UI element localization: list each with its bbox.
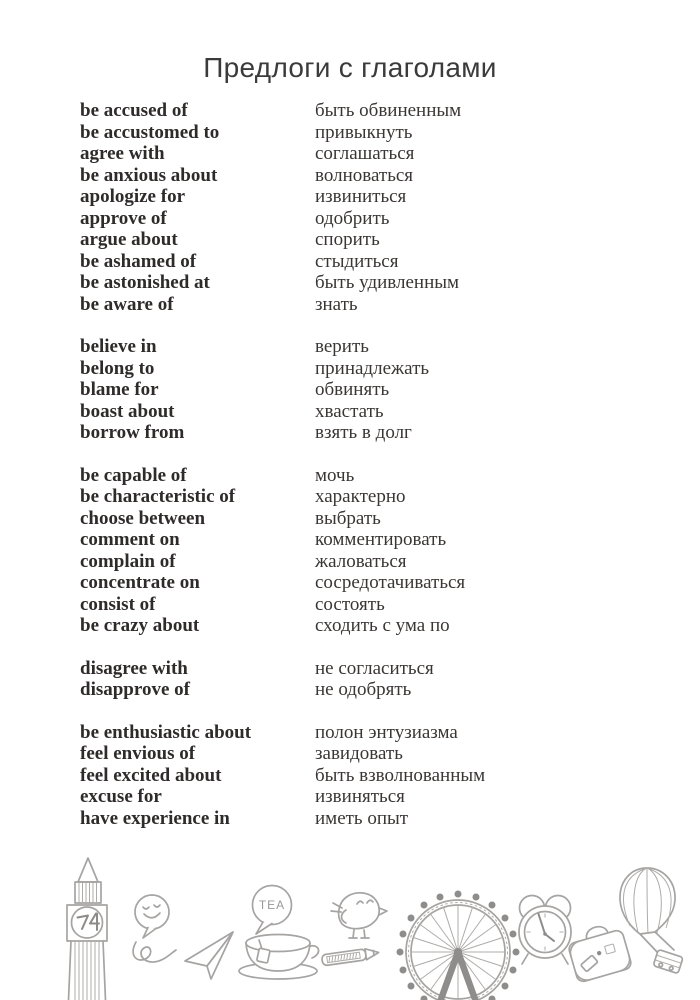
russian-translation: принадлежать bbox=[315, 357, 430, 379]
suitcase-doodle bbox=[565, 920, 632, 983]
english-phrase: have experience in bbox=[80, 807, 230, 829]
word-row bbox=[80, 294, 640, 316]
russian-translation: не одобрять bbox=[315, 679, 412, 700]
english-phrase: be astonished at bbox=[80, 272, 210, 293]
english-phrase: excuse for bbox=[80, 786, 162, 807]
word-row bbox=[80, 186, 640, 208]
word-list bbox=[80, 100, 640, 850]
english-phrase: believe in bbox=[80, 336, 157, 357]
english-phrase: consist of bbox=[80, 593, 156, 615]
footer-doodles bbox=[0, 850, 700, 1000]
russian-translation: быть обвиненным bbox=[315, 100, 462, 121]
russian-translation: хвастать bbox=[315, 400, 384, 422]
word-row bbox=[80, 165, 640, 187]
word-row bbox=[80, 722, 640, 744]
tea-bubble-label: TEA bbox=[258, 898, 286, 912]
word-row bbox=[80, 551, 640, 573]
english-phrase: complain of bbox=[80, 550, 176, 572]
russian-translation: состоять bbox=[315, 593, 385, 615]
russian-translation: верить bbox=[315, 336, 369, 357]
russian-translation: не согласиться bbox=[315, 657, 434, 679]
english-phrase: be characteristic of bbox=[80, 486, 236, 507]
english-phrase: comment on bbox=[80, 529, 180, 550]
big-ben-doodle bbox=[67, 858, 107, 1000]
page-title: Предлоги с глаголами bbox=[203, 52, 497, 83]
english-phrase: be accused of bbox=[80, 100, 188, 121]
alarm-clock-doodle bbox=[519, 896, 571, 965]
word-row bbox=[80, 251, 640, 273]
english-phrase: argue about bbox=[80, 229, 178, 250]
word-row bbox=[80, 208, 640, 230]
english-phrase: be crazy about bbox=[80, 615, 200, 636]
smiley-speech-bubble-doodle bbox=[135, 895, 169, 938]
russian-translation: характерно bbox=[315, 486, 406, 507]
word-section bbox=[80, 336, 640, 444]
russian-translation: спорить bbox=[315, 229, 380, 250]
word-row bbox=[80, 272, 640, 294]
russian-translation: извиниться bbox=[315, 186, 407, 207]
english-phrase: blame for bbox=[80, 379, 159, 400]
english-phrase: be anxious about bbox=[80, 164, 218, 186]
word-row bbox=[80, 679, 640, 701]
word-row bbox=[80, 594, 640, 616]
english-phrase: feel excited about bbox=[80, 764, 222, 786]
word-row bbox=[80, 615, 640, 637]
english-phrase: be capable of bbox=[80, 464, 187, 486]
russian-translation: быть удивленным bbox=[315, 272, 460, 293]
russian-translation: жаловаться bbox=[315, 550, 407, 572]
russian-translation: завидовать bbox=[315, 743, 403, 764]
english-phrase: choose between bbox=[80, 507, 206, 529]
english-phrase: feel envious of bbox=[80, 743, 196, 764]
russian-translation: знать bbox=[315, 293, 358, 315]
squiggle-doodle bbox=[133, 942, 176, 962]
english-phrase: be ashamed of bbox=[80, 250, 197, 272]
word-row bbox=[80, 100, 640, 122]
word-section bbox=[80, 100, 640, 315]
russian-translation: мочь bbox=[315, 464, 355, 486]
word-row bbox=[80, 122, 640, 144]
english-phrase: be enthusiastic about bbox=[80, 721, 252, 743]
english-phrase: agree with bbox=[80, 143, 165, 164]
word-row bbox=[80, 529, 640, 551]
word-row bbox=[80, 743, 640, 765]
english-phrase: borrow from bbox=[80, 422, 185, 443]
word-section bbox=[80, 722, 640, 830]
word-row bbox=[80, 379, 640, 401]
russian-translation: комментировать bbox=[315, 529, 447, 550]
bird-doodle bbox=[331, 893, 387, 938]
word-row bbox=[80, 508, 640, 530]
word-row bbox=[80, 808, 640, 830]
english-phrase: apologize for bbox=[80, 186, 186, 207]
word-row bbox=[80, 465, 640, 487]
russian-translation: соглашаться bbox=[315, 143, 415, 164]
russian-translation: быть взволнованным bbox=[315, 764, 486, 786]
word-row bbox=[80, 401, 640, 423]
word-row bbox=[80, 422, 640, 444]
russian-translation: обвинять bbox=[315, 379, 390, 400]
english-phrase: approve of bbox=[80, 207, 167, 229]
word-section bbox=[80, 465, 640, 637]
word-row bbox=[80, 572, 640, 594]
word-row bbox=[80, 486, 640, 508]
word-row bbox=[80, 143, 640, 165]
russian-translation: иметь опыт bbox=[315, 807, 409, 829]
english-phrase: belong to bbox=[80, 357, 155, 379]
russian-translation: сходить с ума по bbox=[315, 615, 450, 636]
word-row bbox=[80, 229, 640, 251]
tea-cup-doodle bbox=[239, 886, 319, 980]
russian-translation: взять в долг bbox=[315, 422, 412, 443]
word-row bbox=[80, 786, 640, 808]
russian-translation: сосредотачиваться bbox=[315, 572, 466, 593]
english-phrase: disapprove of bbox=[80, 679, 190, 700]
ferris-wheel-doodle bbox=[397, 891, 520, 1000]
word-row bbox=[80, 658, 640, 680]
word-section bbox=[80, 658, 640, 701]
russian-translation: привыкнуть bbox=[315, 121, 413, 143]
word-row bbox=[80, 765, 640, 787]
word-row bbox=[80, 336, 640, 358]
english-phrase: be accustomed to bbox=[80, 121, 220, 143]
russian-translation: стыдиться bbox=[315, 250, 399, 272]
russian-translation: извиняться bbox=[315, 786, 405, 807]
english-phrase: boast about bbox=[80, 400, 175, 422]
word-row bbox=[80, 358, 640, 380]
pencil-doodle bbox=[321, 947, 379, 966]
russian-translation: одобрить bbox=[315, 207, 390, 229]
russian-translation: полон энтузиазма bbox=[315, 721, 458, 743]
english-phrase: be aware of bbox=[80, 293, 174, 315]
english-phrase: disagree with bbox=[80, 657, 188, 679]
english-phrase: concentrate on bbox=[80, 572, 200, 593]
russian-translation: выбрать bbox=[315, 507, 381, 529]
russian-translation: волноваться bbox=[315, 164, 414, 186]
paper-plane-doodle bbox=[185, 932, 233, 979]
